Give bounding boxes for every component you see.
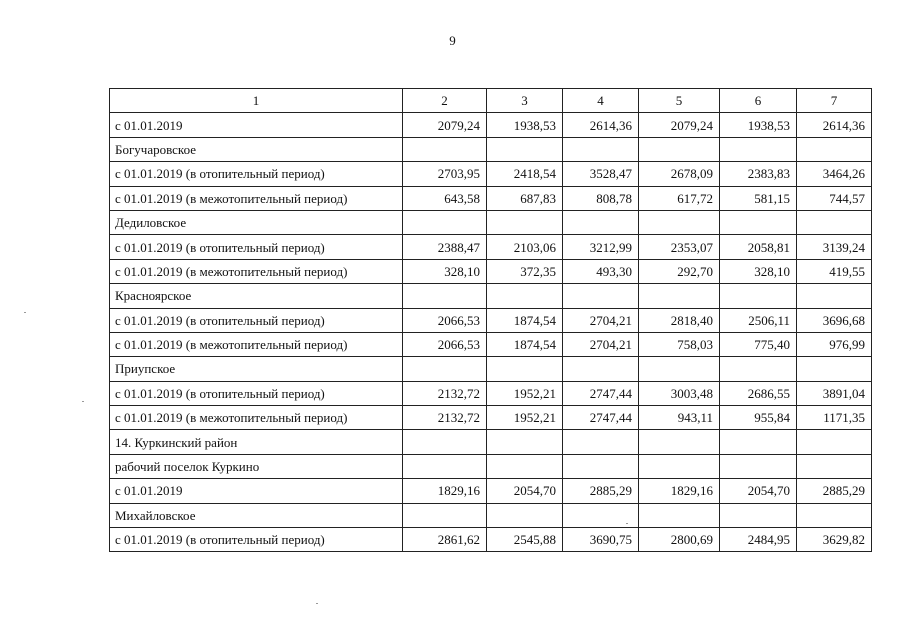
row-label: с 01.01.2019 (в межотопительный период) — [110, 259, 403, 283]
table-cell-value: 3891,04 — [797, 381, 872, 405]
table-cell-value — [797, 284, 872, 308]
table-cell-value — [720, 454, 797, 478]
table-cell-value — [403, 210, 487, 234]
table-cell-value: 2132,72 — [403, 406, 487, 430]
table-cell-value — [720, 284, 797, 308]
column-number: 1 — [110, 89, 403, 113]
table-cell-value: 1171,35 — [797, 406, 872, 430]
tariff-table — [109, 88, 872, 552]
table-row — [110, 308, 872, 332]
table-cell-value — [403, 503, 487, 527]
table-row — [110, 357, 872, 381]
row-label: Приупское — [110, 357, 403, 381]
table-cell-value — [639, 503, 720, 527]
row-label: с 01.01.2019 (в межотопительный период) — [110, 406, 403, 430]
page-number: 9 — [449, 33, 456, 48]
table-cell-value — [487, 357, 563, 381]
table-cell-value — [639, 357, 720, 381]
row-label: Богучаровское — [110, 137, 403, 161]
table-cell-value: 1938,53 — [487, 113, 563, 137]
table-cell-value: 372,35 — [487, 259, 563, 283]
table-cell-value — [639, 284, 720, 308]
row-label: с 01.01.2019 (в отопительный период) — [110, 308, 403, 332]
table-cell-value — [639, 210, 720, 234]
table-header-row — [110, 89, 872, 113]
table-cell-value: 292,70 — [639, 259, 720, 283]
table-cell-value: 2353,07 — [639, 235, 720, 259]
row-label: 14. Куркинский район — [110, 430, 403, 454]
table-cell-value: 2383,83 — [720, 162, 797, 186]
table-cell-value: 687,83 — [487, 186, 563, 210]
table-cell-value: 2103,06 — [487, 235, 563, 259]
table-cell-value — [403, 430, 487, 454]
table-row — [110, 186, 872, 210]
table-cell-value: 2861,62 — [403, 528, 487, 552]
table-cell-value: 775,40 — [720, 332, 797, 356]
table-cell-value: 1829,16 — [639, 479, 720, 503]
row-label: с 01.01.2019 — [110, 479, 403, 503]
table-row — [110, 454, 872, 478]
table-cell-value: 758,03 — [639, 332, 720, 356]
table-cell-value: 1874,54 — [487, 308, 563, 332]
table-cell-value: 2066,53 — [403, 308, 487, 332]
table-cell-value: 2800,69 — [639, 528, 720, 552]
table-cell-value: 2054,70 — [487, 479, 563, 503]
table-cell-value — [797, 210, 872, 234]
table-cell-value: 2079,24 — [403, 113, 487, 137]
row-label: с 01.01.2019 (в отопительный период) — [110, 235, 403, 259]
table-row — [110, 137, 872, 161]
row-label: с 01.01.2019 (в межотопительный период) — [110, 332, 403, 356]
table-cell-value — [487, 284, 563, 308]
table-cell-value: 643,58 — [403, 186, 487, 210]
row-label: с 01.01.2019 (в межотопительный период) — [110, 186, 403, 210]
table-cell-value: 2066,53 — [403, 332, 487, 356]
table-row — [110, 430, 872, 454]
scan-speck — [316, 603, 318, 604]
table-row — [110, 113, 872, 137]
row-label: Михайловское — [110, 503, 403, 527]
table-cell-value — [720, 357, 797, 381]
table-row — [110, 259, 872, 283]
table-cell-value: 1952,21 — [487, 406, 563, 430]
table-cell-value: 3528,47 — [563, 162, 639, 186]
table-cell-value — [797, 503, 872, 527]
table-cell-value: 3696,68 — [797, 308, 872, 332]
table-cell-value: 328,10 — [720, 259, 797, 283]
table-cell-value: 3139,24 — [797, 235, 872, 259]
table-cell-value — [403, 454, 487, 478]
table-cell-value: 808,78 — [563, 186, 639, 210]
table-cell-value — [797, 430, 872, 454]
table-cell-value — [487, 210, 563, 234]
table-cell-value — [797, 454, 872, 478]
table-cell-value — [487, 137, 563, 161]
table-cell-value: 2484,95 — [720, 528, 797, 552]
table-cell-value — [563, 210, 639, 234]
table-cell-value: 2704,21 — [563, 332, 639, 356]
table-row — [110, 162, 872, 186]
table-cell-value: 3003,48 — [639, 381, 720, 405]
table-cell-value: 943,11 — [639, 406, 720, 430]
table-cell-value: 2079,24 — [639, 113, 720, 137]
table-cell-value: 2388,47 — [403, 235, 487, 259]
table-cell-value — [403, 137, 487, 161]
table-cell-value — [639, 137, 720, 161]
table-cell-value: 2614,36 — [797, 113, 872, 137]
table-row — [110, 235, 872, 259]
table-cell-value — [720, 430, 797, 454]
table-cell-value: 744,57 — [797, 186, 872, 210]
table-cell-value: 2418,54 — [487, 162, 563, 186]
table-cell-value — [639, 430, 720, 454]
table-row — [110, 332, 872, 356]
table-cell-value — [487, 503, 563, 527]
row-label: Красноярское — [110, 284, 403, 308]
table-cell-value: 3629,82 — [797, 528, 872, 552]
table-cell-value: 2703,95 — [403, 162, 487, 186]
table-cell-value — [720, 210, 797, 234]
column-number: 6 — [720, 89, 797, 113]
table-row — [110, 503, 872, 527]
table-row — [110, 284, 872, 308]
table-cell-value: 2747,44 — [563, 406, 639, 430]
table-cell-value: 493,30 — [563, 259, 639, 283]
scan-speck — [82, 401, 84, 402]
table-cell-value: 2054,70 — [720, 479, 797, 503]
table-cell-value — [797, 357, 872, 381]
table-cell-value: 2132,72 — [403, 381, 487, 405]
table-row — [110, 381, 872, 405]
table-cell-value: 581,15 — [720, 186, 797, 210]
row-label: с 01.01.2019 — [110, 113, 403, 137]
column-number: 2 — [403, 89, 487, 113]
table-cell-value: 3690,75 — [563, 528, 639, 552]
table-cell-value — [563, 137, 639, 161]
row-label: Дедиловское — [110, 210, 403, 234]
table-cell-value — [720, 137, 797, 161]
row-label: рабочий поселок Куркино — [110, 454, 403, 478]
row-label: с 01.01.2019 (в отопительный период) — [110, 528, 403, 552]
scan-speck — [24, 312, 26, 313]
table-cell-value: 1952,21 — [487, 381, 563, 405]
table-cell-value — [639, 454, 720, 478]
table-cell-value: 328,10 — [403, 259, 487, 283]
table-cell-value — [720, 503, 797, 527]
table-cell-value: 2686,55 — [720, 381, 797, 405]
table-row — [110, 479, 872, 503]
table-row — [110, 528, 872, 552]
table-cell-value: 617,72 — [639, 186, 720, 210]
table-cell-value: 2614,36 — [563, 113, 639, 137]
table-cell-value — [403, 357, 487, 381]
table-cell-value — [563, 357, 639, 381]
table-row — [110, 406, 872, 430]
table-cell-value: 3212,99 — [563, 235, 639, 259]
table-cell-value: 3464,26 — [797, 162, 872, 186]
table-cell-value — [487, 430, 563, 454]
table-cell-value — [563, 454, 639, 478]
column-number: 5 — [639, 89, 720, 113]
table-cell-value: 2885,29 — [797, 479, 872, 503]
table-cell-value — [563, 284, 639, 308]
row-label: с 01.01.2019 (в отопительный период) — [110, 162, 403, 186]
table-cell-value — [563, 430, 639, 454]
table-cell-value: 2704,21 — [563, 308, 639, 332]
table-cell-value: 2885,29 — [563, 479, 639, 503]
table-cell-value: 2058,81 — [720, 235, 797, 259]
scan-speck — [626, 523, 628, 524]
table-cell-value: 2678,09 — [639, 162, 720, 186]
table-cell-value: 1829,16 — [403, 479, 487, 503]
table-cell-value: 1874,54 — [487, 332, 563, 356]
column-number: 7 — [797, 89, 872, 113]
table-cell-value: 2545,88 — [487, 528, 563, 552]
column-number: 3 — [487, 89, 563, 113]
table-cell-value: 976,99 — [797, 332, 872, 356]
table-cell-value — [797, 137, 872, 161]
table-cell-value: 1938,53 — [720, 113, 797, 137]
column-number: 4 — [563, 89, 639, 113]
table-cell-value: 2818,40 — [639, 308, 720, 332]
row-label: с 01.01.2019 (в отопительный период) — [110, 381, 403, 405]
tariff-table-body — [110, 89, 872, 552]
table-cell-value: 419,55 — [797, 259, 872, 283]
table-cell-value: 955,84 — [720, 406, 797, 430]
table-cell-value — [487, 454, 563, 478]
table-cell-value — [403, 284, 487, 308]
table-row — [110, 210, 872, 234]
table-cell-value: 2747,44 — [563, 381, 639, 405]
table-cell-value: 2506,11 — [720, 308, 797, 332]
